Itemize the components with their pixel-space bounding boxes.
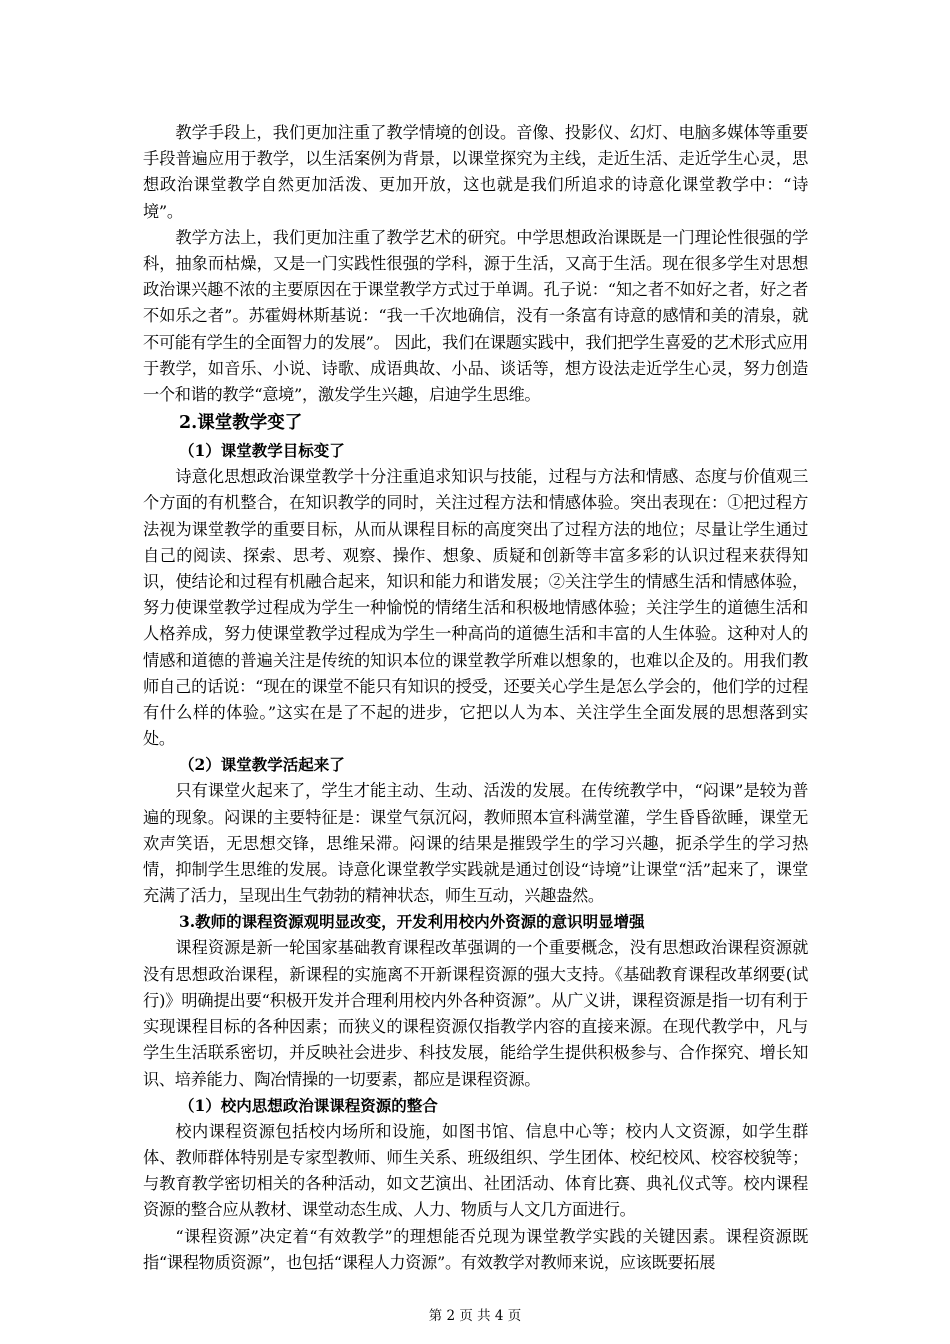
paragraph-goals: 诗意化思想政治课堂教学十分注重追求知识与技能，过程与方法和情感、态度与价值观三个方面的有机整合，在知识教学的同时，关注过程方法和情感体验。突出表现在：①把过程方法视为课堂教学的重要目标，从而从课程目标的高度突出了过程方法的地位；尽量让学生通过自己的阅读、探索、思考、观察、操作、想象、质疑和创新等丰富多彩的认识过程来获得知识，使结论和过程有机融合起来，知识和能力和谐发展；②关注学生的情感生活和情感体验，努力使课堂教学过程成为学生一种愉悦的情绪生活和积极地情感体验；关注学生的道德生活和人格养成，努力使课堂教学过程成为学生一种高尚的道德生活和丰富的人生体验。这种对人的情感和道德的普遍关注是传统的知识本位的课堂教学所难以想象的，也难以企及的。用我们教师自己的话说：“现在的课堂不能只有知识的授受，还要关心学生是怎么学会的，他们学的过程有什么样的体验。”这实在是了不起的进步，它把以人为本、关注学生全面发展的思想落到实处。 bbox=[143, 467, 808, 749]
paragraph-effective-teaching: “课程资源”决定着“有效教学”的理想能否兑现为课堂教学实践的关键因素。课程资源既指“课程物质资源”，也包括“课程人力资源”。有效教学对教师来说，应该既要拓展 bbox=[143, 1226, 808, 1272]
document-body bbox=[143, 120, 808, 1276]
section-heading-classroom-changed: 2.课堂教学变了 bbox=[179, 413, 303, 434]
paragraph-lively: 只有课堂火起来了，学生才能主动、生动、活泼的发展。在传统教学中，“闷课”是较为普遍的现象。闷课的主要特征是：课堂气氛沉闷，教师照本宣科满堂灌，学生昏昏欲睡，课堂无欢声笑语，无思想交锋，思维呆滞。闷课的结果是摧毁学生的学习兴趣，扼杀学生的学习热情，抑制学生思维的发展。诗意化课堂教学实践就是通过创设“诗境”让课堂“活”起来了，课堂充满了活力，呈现出生气勃勃的精神状态，师生互动，兴趣盎然。 bbox=[143, 781, 808, 906]
paragraph-teaching-means: 教学手段上，我们更加注重了教学情境的创设。音像、投影仪、幻灯、电脑多媒体等重要手段普遍应用于教学，以生活案例为背景，以课堂探究为主线，走近生活、走近学生心灵，思想政治课堂教学自然更加活泼、更加开放，这也就是我们所追求的诗意化课堂教学中：“诗境”。 bbox=[143, 123, 808, 221]
paragraph-internal-resources: 校内课程资源包括校内场所和设施，如图书馆、信息中心等；校内人文资源，如学生群体、教师群体特别是专家型教师、师生关系、班级组织、学生团体、校纪校风、校容校貌等；与教育教学密切相关的各种活动，如文艺演出、社团活动、体育比赛、典礼仪式等。校内课程资源的整合应从教材、课堂动态生成、人力、物质与人文几方面进行。 bbox=[143, 1121, 808, 1220]
section-heading-resources: 3.教师的课程资源观明显改变，开发利用校内外资源的意识明显增强 bbox=[179, 912, 645, 932]
subheading-goals-changed: （1）课堂教学目标变了 bbox=[179, 441, 345, 461]
paragraph-teaching-methods: 教学方法上，我们更加注重了教学艺术的研究。中学思想政治课既是一门理论性很强的学科，抽象而枯燥，又是一门实践性很强的学科，源于生活，又高于生活。现在很多学生对思想政治课兴趣不浓的主要原因在于课堂教学方式过于单调。孔子说：“知之者不如好之者，好之者不如乐之者”。苏霍姆林斯基说：“我一千次地确信，没有一条富有诗意的感情和美的清泉，就不可能有学生的全面智力的发展”。 因此，我们在课题实践中，我们把学生喜爱的艺术形式应用于教学，如音乐、小说、诗歌、成语典故、小品、谈话等，想方设法走近学生心灵，努力创造一个和谐的教学“意境”，激发学生兴趣，启迪学生思维。 bbox=[143, 227, 808, 405]
subheading-internal-resources: （1）校内思想政治课课程资源的整合 bbox=[179, 1095, 438, 1115]
page-number-footer: 第 2 页 共 4 页 bbox=[428, 1308, 522, 1324]
paragraph-resources: 课程资源是新一轮国家基础教育课程改革强调的一个重要概念，没有思想政治课程资源就没有思想政治课程，新课程的实施离不开新课程资源的强大支持。《基础教育课程改革纲要(试行)》明确提出要“积极开发并合理利用校内外各种资源”。从广义讲，课程资源是指一切有利于实现课程目标的各种因素；而狭义的课程资源仅指教学内容的直接来源。在现代教学中，凡与学生生活联系密切，并反映社会进步、科技发展，能给学生提供积极参与、合作探究、增长知识、培养能力、陶冶情操的一切要素，都应是课程资源。 bbox=[143, 938, 808, 1089]
subheading-classroom-lively: （2）课堂教学活起来了 bbox=[179, 755, 345, 775]
